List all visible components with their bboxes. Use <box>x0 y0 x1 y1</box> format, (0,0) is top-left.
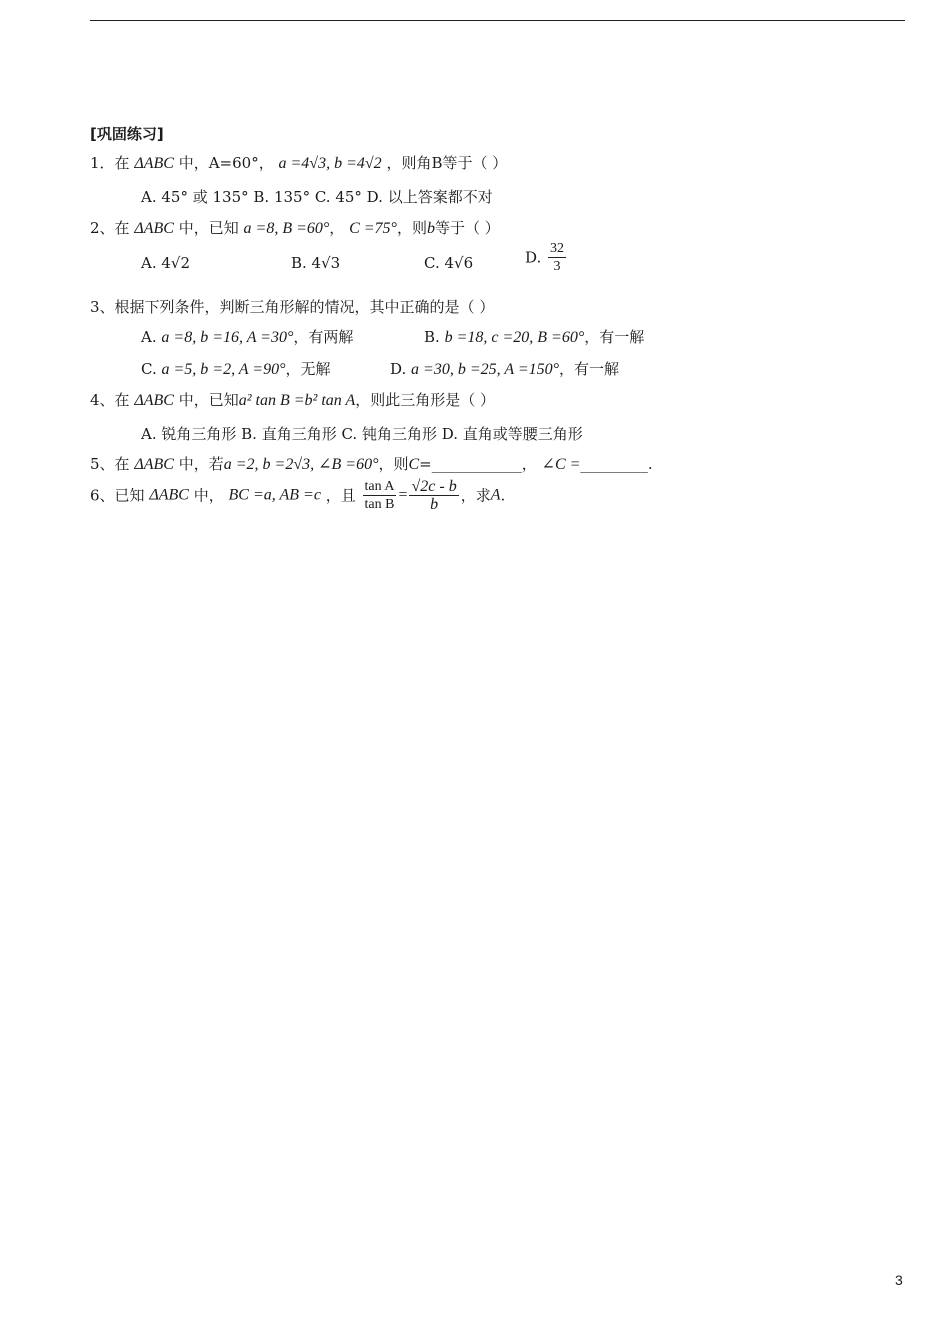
q5-stem-d: = <box>419 455 432 473</box>
q6-fraction-tan-numerator: tan A <box>364 479 395 494</box>
q5-variable: C <box>408 456 420 473</box>
q3-option-c-math: a =5, b =2, A =90° <box>161 361 286 378</box>
q4-stem-a: 4、在 <box>90 391 130 409</box>
q6-equals: = <box>398 486 408 504</box>
q5-answer-blank-angle[interactable]: _________ <box>580 455 648 473</box>
q2-condition-2: C =75° <box>349 220 397 237</box>
q2-option-d-denominator: 3 <box>553 259 561 274</box>
q6-fraction-ratio <box>409 478 458 513</box>
q6-stem-c: ，且 <box>325 486 356 505</box>
q6-fraction-ratio-denominator: b <box>430 496 439 513</box>
q2-stem-a: 2、在 <box>90 219 130 237</box>
q4-stem-c: ，则此三角形是（ ） <box>355 391 496 409</box>
q6-fraction-ratio-numerator: √2c - b <box>411 478 457 495</box>
q2-option-a: A. 4√2 <box>141 254 191 272</box>
q2-option-d-numerator: 32 <box>550 241 565 256</box>
question-4 <box>90 390 495 411</box>
question-1 <box>90 153 507 174</box>
q4-triangle: ΔABC <box>134 392 174 409</box>
q2-stem-d: 等于（ ） <box>434 219 500 237</box>
q1-stem-c: ，则角B等于（ ） <box>386 154 508 172</box>
q5-angle-c: ∠C = <box>541 456 581 473</box>
q6-condition: BC =a, AB =c <box>228 486 321 504</box>
q3-option-c-label: C. <box>141 360 157 378</box>
q1-condition: a =4√3, b =4√2 <box>278 155 382 172</box>
q5-stem-e: ， <box>521 455 537 473</box>
question-2 <box>90 218 500 239</box>
header-rule <box>90 20 905 21</box>
q4-condition: a² tan B =b² tan A <box>238 392 356 409</box>
q2-option-b: B. 4√3 <box>291 254 341 272</box>
q1-options: A. 45° 或 135° B. 135° C. 45° D. 以上答案都不对 <box>141 188 493 206</box>
q2-option-d <box>525 240 568 275</box>
q6-stem-d: ，求 <box>460 486 491 505</box>
q5-triangle: ΔABC <box>134 456 174 473</box>
question-3: 3、根据下列条件，判断三角形解的情况，其中正确的是（ ） <box>90 298 495 316</box>
q2-option-d-label: D. <box>525 248 542 267</box>
q3-option-c-text: ，无解 <box>285 360 331 378</box>
q2-option-c: C. 4√6 <box>424 254 474 272</box>
section-heading: [巩固练习] <box>90 125 164 143</box>
question-6 <box>90 478 505 513</box>
q6-fraction-tan <box>363 478 397 513</box>
q3-option-b-math: b =18, c =20, B =60° <box>444 329 585 346</box>
q1-triangle: ΔABC <box>134 155 174 172</box>
q3-option-c <box>141 359 331 380</box>
q3-option-a-math: a =8, b =16, A =30° <box>161 329 294 346</box>
page-number: 3 <box>895 1272 903 1288</box>
q6-stem-b: 中， <box>193 486 224 505</box>
q5-answer-blank-c[interactable]: ____________ <box>431 455 522 473</box>
q3-option-d-text: ，有一解 <box>559 360 620 378</box>
q5-stem-b: 中，若 <box>178 455 224 473</box>
q3-option-b <box>424 327 644 348</box>
q6-fraction-tan-denominator: tan B <box>364 497 395 512</box>
q5-stem-a: 5、在 <box>90 455 130 473</box>
q2-variable: b <box>426 220 435 237</box>
q4-stem-b: 中，已知 <box>178 391 239 409</box>
q1-stem-a: 1．在 <box>90 154 130 172</box>
q3-option-b-label: B. <box>424 328 440 346</box>
q2-stem-c: ，则 <box>396 219 427 237</box>
q6-triangle: ΔABC <box>149 486 189 504</box>
q5-stem-c: ，则 <box>378 455 409 473</box>
q2-stem-b: 中，已知 <box>178 219 239 237</box>
q6-end: . <box>500 486 506 505</box>
q2-triangle: ΔABC <box>134 220 174 237</box>
question-5 <box>90 454 653 475</box>
q2-separator: ， <box>329 219 345 237</box>
q4-options: A. 锐角三角形 B. 直角三角形 C. 钝角三角形 D. 直角或等腰三角形 <box>141 425 583 443</box>
q3-option-b-text: ，有一解 <box>584 328 645 346</box>
q6-variable: A <box>490 486 501 504</box>
q3-option-a-text: ，有两解 <box>293 328 354 346</box>
q5-end: . <box>647 455 653 473</box>
q3-option-a-label: A. <box>141 328 157 346</box>
q3-option-d-math: a =30, b =25, A =150° <box>411 361 560 378</box>
q6-stem-a: 6、已知 <box>90 486 145 505</box>
q3-option-d <box>390 359 619 380</box>
q5-condition: a =2, b =2√3, ∠B =60° <box>223 456 379 473</box>
q2-option-d-fraction <box>548 240 566 275</box>
q2-condition-1: a =8, B =60° <box>243 220 330 237</box>
q3-option-d-label: D. <box>390 360 407 378</box>
q3-option-a <box>141 327 353 348</box>
q1-stem-b: 中，A=60°， <box>178 154 274 172</box>
